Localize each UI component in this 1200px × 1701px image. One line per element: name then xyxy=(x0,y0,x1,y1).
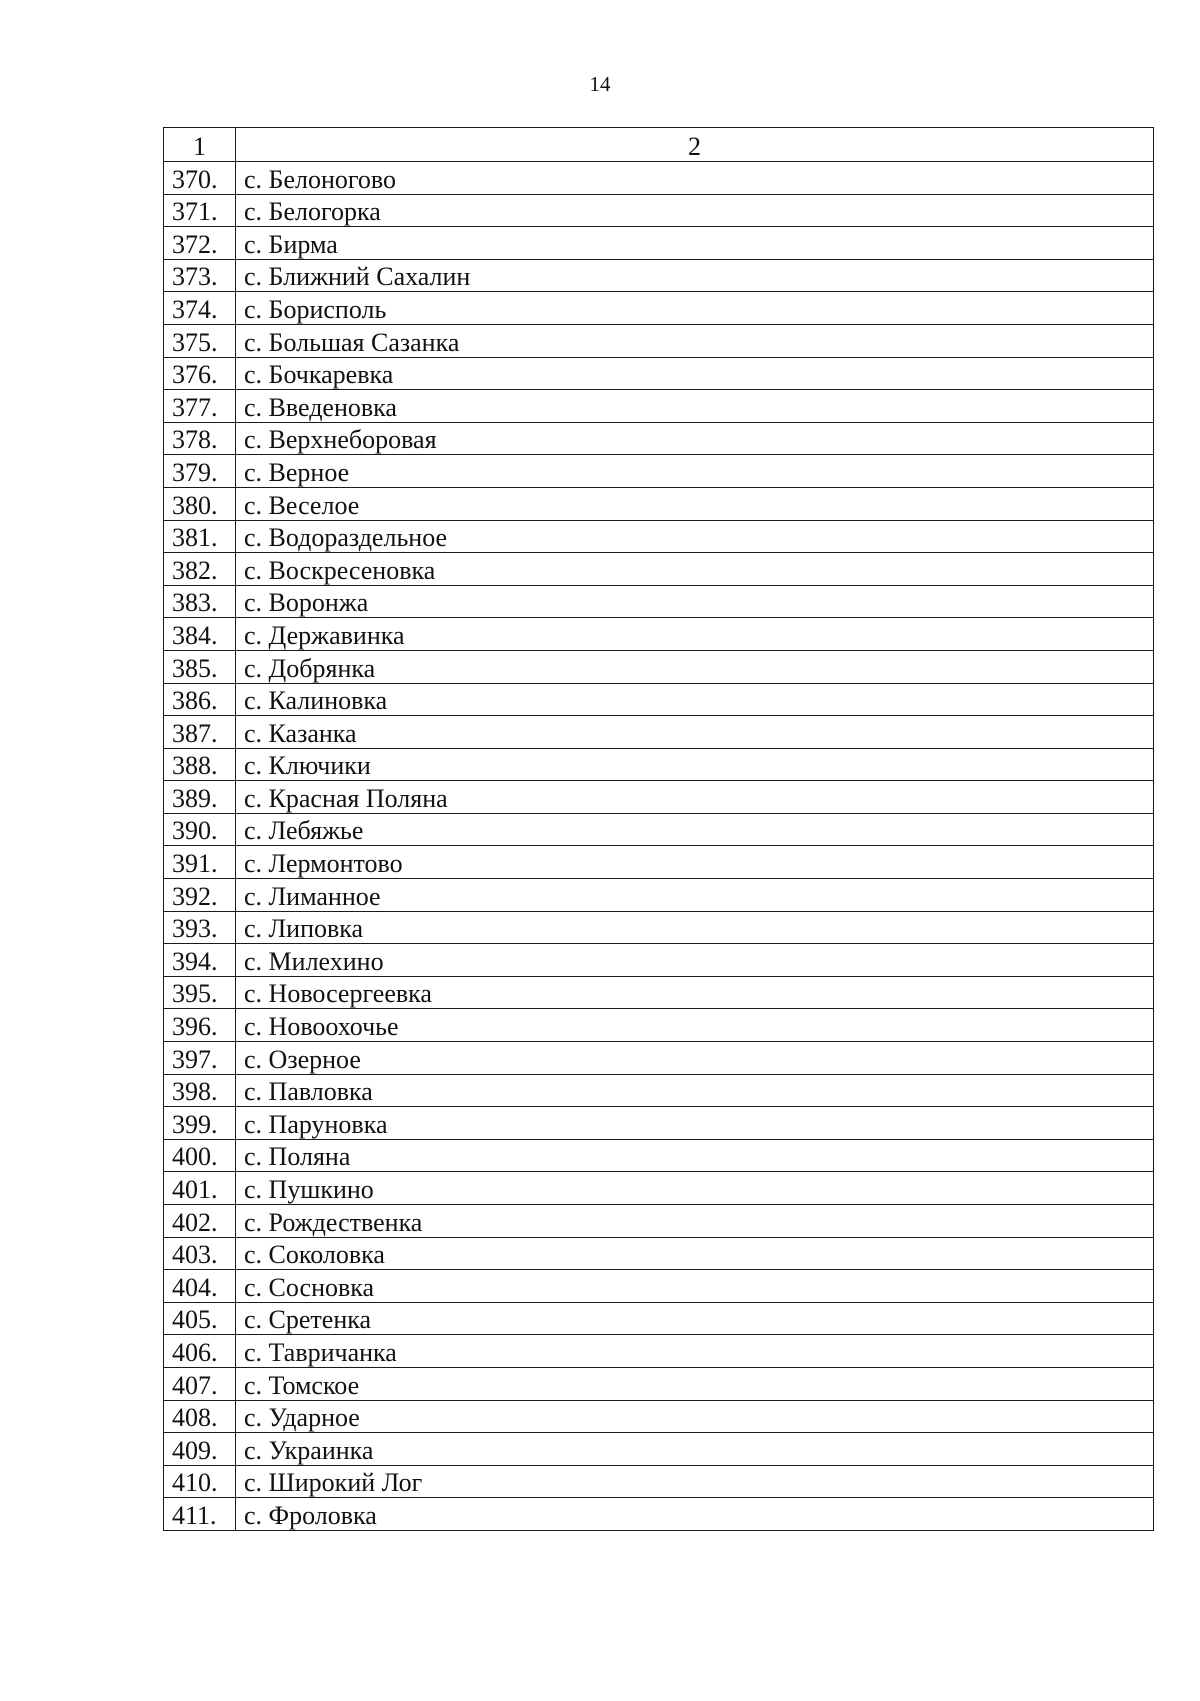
settlement-name-cell: с. Лебяжье xyxy=(236,813,1154,846)
table-row xyxy=(164,1009,1154,1042)
row-number-cell: 407. xyxy=(164,1367,236,1400)
row-number-cell: 388. xyxy=(164,748,236,781)
table-row xyxy=(164,487,1154,520)
table-row xyxy=(164,1172,1154,1205)
row-number-cell: 381. xyxy=(164,520,236,553)
table-row xyxy=(164,650,1154,683)
row-number-cell: 391. xyxy=(164,846,236,879)
settlement-name-cell: с. Введеновка xyxy=(236,390,1154,423)
row-number-cell: 397. xyxy=(164,1042,236,1075)
column-header-name: 2 xyxy=(236,128,1154,162)
settlement-name-cell: с. Большая Сазанка xyxy=(236,324,1154,357)
settlement-name-cell: с. Широкий Лог xyxy=(236,1465,1154,1498)
table-row xyxy=(164,748,1154,781)
settlement-name-cell: с. Веселое xyxy=(236,487,1154,520)
row-number-cell: 376. xyxy=(164,357,236,390)
row-number-cell: 408. xyxy=(164,1400,236,1433)
row-number-cell: 372. xyxy=(164,227,236,260)
row-number-cell: 380. xyxy=(164,487,236,520)
table-row xyxy=(164,194,1154,227)
row-number-cell: 410. xyxy=(164,1465,236,1498)
table-row xyxy=(164,585,1154,618)
row-number-cell: 377. xyxy=(164,390,236,423)
row-number-cell: 379. xyxy=(164,455,236,488)
settlement-name-cell: с. Пушкино xyxy=(236,1172,1154,1205)
table-row xyxy=(164,455,1154,488)
row-number-cell: 373. xyxy=(164,259,236,292)
table-row xyxy=(164,1367,1154,1400)
settlement-name-cell: с. Украинка xyxy=(236,1433,1154,1466)
settlement-name-cell: с. Воронжа xyxy=(236,585,1154,618)
settlement-name-cell: с. Липовка xyxy=(236,911,1154,944)
row-number-cell: 392. xyxy=(164,879,236,912)
settlement-name-cell: с. Ключики xyxy=(236,748,1154,781)
row-number-cell: 398. xyxy=(164,1074,236,1107)
row-number-cell: 402. xyxy=(164,1205,236,1238)
settlements-table xyxy=(163,127,1154,1531)
table-row xyxy=(164,618,1154,651)
column-header-number: 1 xyxy=(164,128,236,162)
table-row xyxy=(164,1302,1154,1335)
row-number-cell: 403. xyxy=(164,1237,236,1270)
settlement-name-cell: с. Сретенка xyxy=(236,1302,1154,1335)
table-row xyxy=(164,1433,1154,1466)
table-row xyxy=(164,879,1154,912)
table-row xyxy=(164,1107,1154,1140)
table-row xyxy=(164,1237,1154,1270)
settlement-name-cell: с. Верхнеборовая xyxy=(236,422,1154,455)
settlement-name-cell: с. Казанка xyxy=(236,716,1154,749)
table-row xyxy=(164,1335,1154,1368)
table-row xyxy=(164,1139,1154,1172)
table-header xyxy=(164,128,1154,162)
row-number-cell: 400. xyxy=(164,1139,236,1172)
table-row xyxy=(164,390,1154,423)
table-row xyxy=(164,357,1154,390)
row-number-cell: 371. xyxy=(164,194,236,227)
row-number-cell: 382. xyxy=(164,553,236,586)
row-number-cell: 387. xyxy=(164,716,236,749)
table-row xyxy=(164,1042,1154,1075)
settlement-name-cell: с. Павловка xyxy=(236,1074,1154,1107)
settlement-name-cell: с. Милехино xyxy=(236,944,1154,977)
table-row xyxy=(164,781,1154,814)
settlement-name-cell: с. Ближний Сахалин xyxy=(236,259,1154,292)
row-number-cell: 396. xyxy=(164,1009,236,1042)
row-number-cell: 411. xyxy=(164,1498,236,1531)
row-number-cell: 383. xyxy=(164,585,236,618)
row-number-cell: 370. xyxy=(164,162,236,195)
row-number-cell: 399. xyxy=(164,1107,236,1140)
table-header-row xyxy=(164,128,1154,162)
row-number-cell: 393. xyxy=(164,911,236,944)
table-row xyxy=(164,1074,1154,1107)
table-row xyxy=(164,1465,1154,1498)
settlement-name-cell: с. Рождественка xyxy=(236,1205,1154,1238)
row-number-cell: 384. xyxy=(164,618,236,651)
settlement-name-cell: с. Бочкаревка xyxy=(236,357,1154,390)
settlement-name-cell: с. Белогорка xyxy=(236,194,1154,227)
table-row xyxy=(164,846,1154,879)
settlement-name-cell: с. Ударное xyxy=(236,1400,1154,1433)
row-number-cell: 374. xyxy=(164,292,236,325)
settlement-name-cell: с. Фроловка xyxy=(236,1498,1154,1531)
table-row xyxy=(164,1205,1154,1238)
row-number-cell: 406. xyxy=(164,1335,236,1368)
row-number-cell: 390. xyxy=(164,813,236,846)
table-row xyxy=(164,1270,1154,1303)
table-row xyxy=(164,324,1154,357)
settlement-name-cell: с. Добрянка xyxy=(236,650,1154,683)
settlement-name-cell: с. Лермонтово xyxy=(236,846,1154,879)
row-number-cell: 386. xyxy=(164,683,236,716)
row-number-cell: 401. xyxy=(164,1172,236,1205)
settlement-name-cell: с. Новосергеевка xyxy=(236,976,1154,1009)
table-row xyxy=(164,716,1154,749)
settlement-name-cell: с. Новоохочье xyxy=(236,1009,1154,1042)
table-row xyxy=(164,944,1154,977)
settlement-name-cell: с. Верное xyxy=(236,455,1154,488)
row-number-cell: 404. xyxy=(164,1270,236,1303)
row-number-cell: 394. xyxy=(164,944,236,977)
settlement-name-cell: с. Лиманное xyxy=(236,879,1154,912)
row-number-cell: 395. xyxy=(164,976,236,1009)
table-row xyxy=(164,292,1154,325)
row-number-cell: 385. xyxy=(164,650,236,683)
table-row xyxy=(164,683,1154,716)
table-row xyxy=(164,422,1154,455)
settlement-name-cell: с. Бирма xyxy=(236,227,1154,260)
table-row xyxy=(164,227,1154,260)
row-number-cell: 405. xyxy=(164,1302,236,1335)
settlement-name-cell: с. Калиновка xyxy=(236,683,1154,716)
table-row xyxy=(164,813,1154,846)
settlement-name-cell: с. Поляна xyxy=(236,1139,1154,1172)
table-row xyxy=(164,259,1154,292)
settlement-name-cell: с. Белоногово xyxy=(236,162,1154,195)
settlement-name-cell: с. Соколовка xyxy=(236,1237,1154,1270)
row-number-cell: 378. xyxy=(164,422,236,455)
table-row xyxy=(164,520,1154,553)
table-body xyxy=(164,162,1154,1531)
table-row xyxy=(164,1498,1154,1531)
row-number-cell: 409. xyxy=(164,1433,236,1466)
settlement-name-cell: с. Державинка xyxy=(236,618,1154,651)
settlement-name-cell: с. Воскресеновка xyxy=(236,553,1154,586)
settlement-name-cell: с. Паруновка xyxy=(236,1107,1154,1140)
settlement-name-cell: с. Водораздельное xyxy=(236,520,1154,553)
table-row xyxy=(164,162,1154,195)
row-number-cell: 375. xyxy=(164,324,236,357)
page-number: 14 xyxy=(589,72,611,96)
table-row xyxy=(164,553,1154,586)
settlement-name-cell: с. Томское xyxy=(236,1367,1154,1400)
settlement-name-cell: с. Красная Поляна xyxy=(236,781,1154,814)
settlement-name-cell: с. Сосновка xyxy=(236,1270,1154,1303)
table-row xyxy=(164,911,1154,944)
row-number-cell: 389. xyxy=(164,781,236,814)
settlement-name-cell: с. Борисполь xyxy=(236,292,1154,325)
table-row xyxy=(164,976,1154,1009)
table-row xyxy=(164,1400,1154,1433)
settlement-name-cell: с. Озерное xyxy=(236,1042,1154,1075)
settlement-name-cell: с. Тавричанка xyxy=(236,1335,1154,1368)
